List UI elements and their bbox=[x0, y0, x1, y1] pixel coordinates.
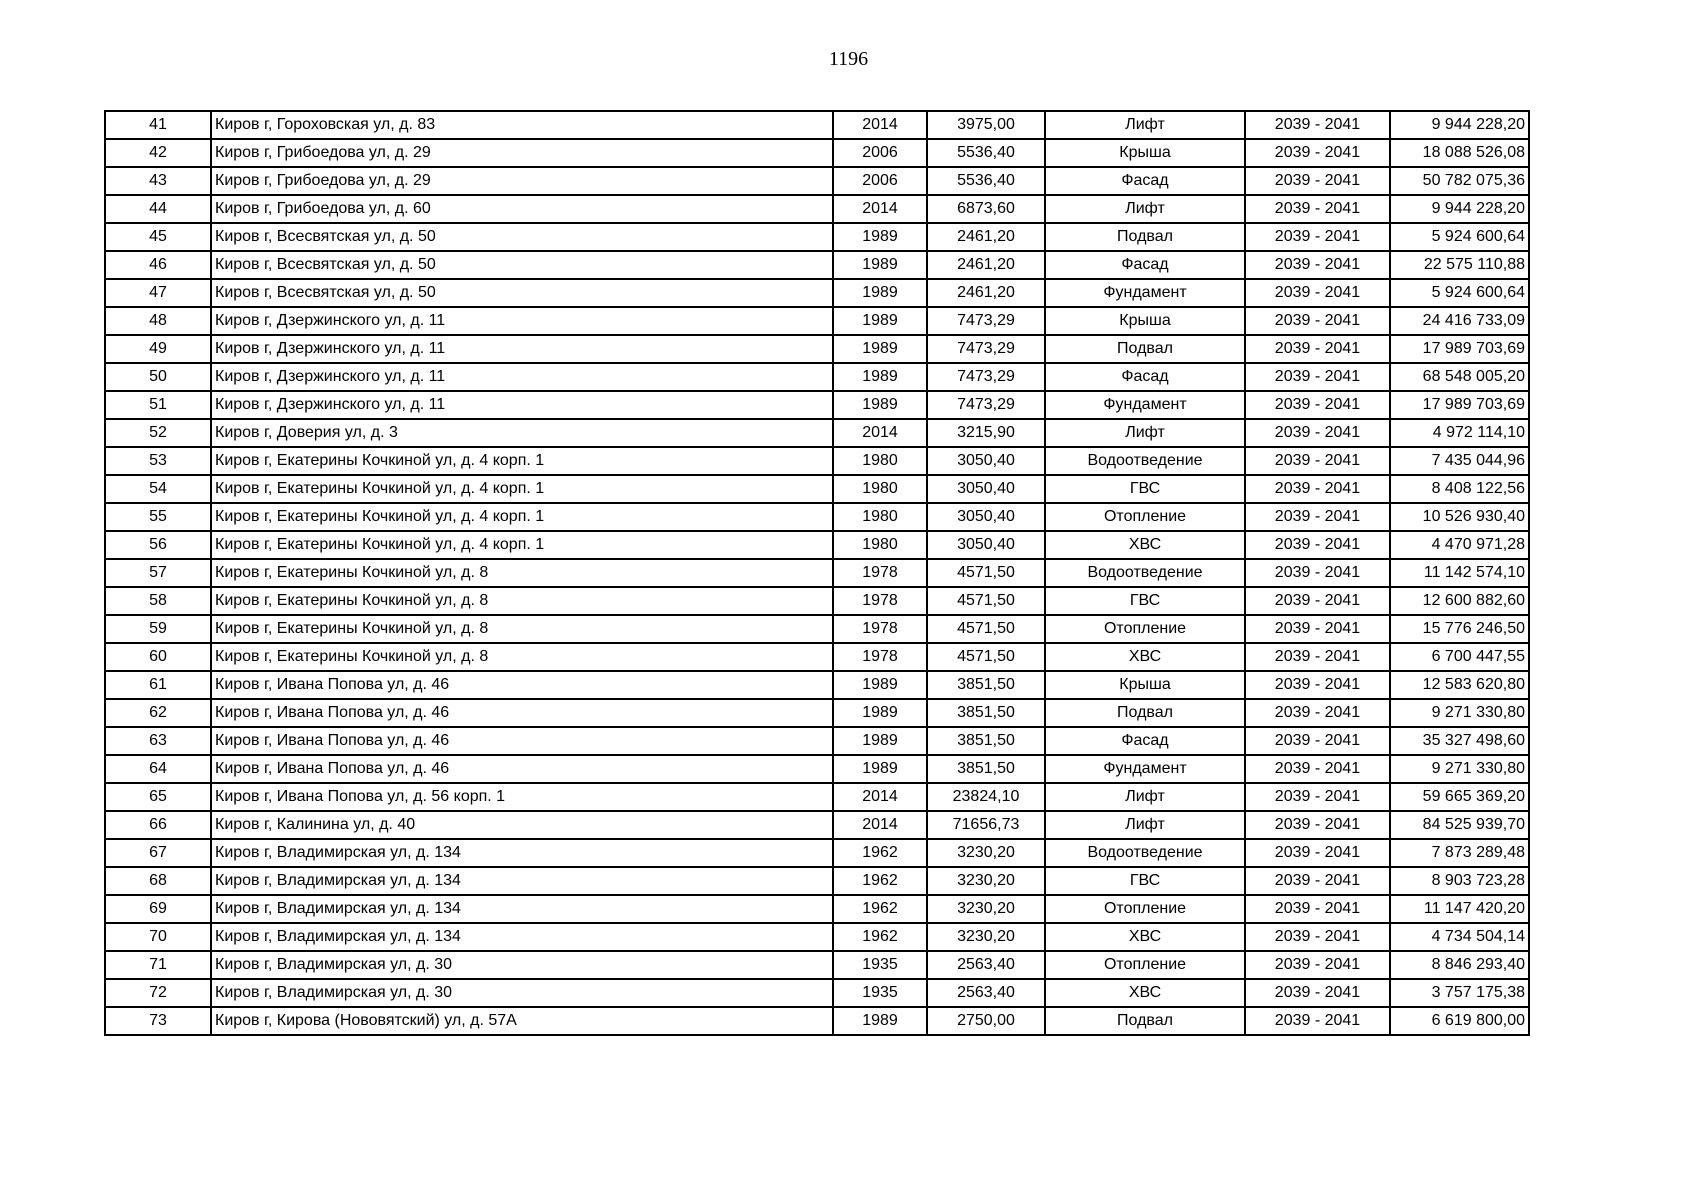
work-type-cell: ГВС bbox=[1045, 587, 1245, 615]
work-type-cell: Фасад bbox=[1045, 251, 1245, 279]
table-row bbox=[105, 447, 1529, 475]
work-type-cell: Водоотведение bbox=[1045, 447, 1245, 475]
area-cell: 2461,20 bbox=[927, 251, 1045, 279]
year-cell: 1962 bbox=[833, 867, 927, 895]
row-number-cell: 59 bbox=[105, 615, 211, 643]
table-body bbox=[105, 111, 1529, 1035]
work-type-cell: Подвал bbox=[1045, 1007, 1245, 1035]
area-cell: 3215,90 bbox=[927, 419, 1045, 447]
address-cell: Киров г, Грибоедова ул, д. 29 bbox=[211, 167, 833, 195]
row-number-cell: 61 bbox=[105, 671, 211, 699]
period-cell: 2039 - 2041 bbox=[1245, 923, 1390, 951]
period-cell: 2039 - 2041 bbox=[1245, 1007, 1390, 1035]
area-cell: 7473,29 bbox=[927, 363, 1045, 391]
cost-cell: 4 734 504,14 bbox=[1390, 923, 1529, 951]
cost-cell: 84 525 939,70 bbox=[1390, 811, 1529, 839]
table-row bbox=[105, 783, 1529, 811]
address-cell: Киров г, Дзержинского ул, д. 11 bbox=[211, 363, 833, 391]
cost-cell: 9 271 330,80 bbox=[1390, 755, 1529, 783]
year-cell: 2014 bbox=[833, 195, 927, 223]
period-cell: 2039 - 2041 bbox=[1245, 867, 1390, 895]
cost-cell: 50 782 075,36 bbox=[1390, 167, 1529, 195]
period-cell: 2039 - 2041 bbox=[1245, 503, 1390, 531]
period-cell: 2039 - 2041 bbox=[1245, 195, 1390, 223]
address-cell: Киров г, Ивана Попова ул, д. 46 bbox=[211, 755, 833, 783]
row-number-cell: 65 bbox=[105, 783, 211, 811]
cost-cell: 9 944 228,20 bbox=[1390, 111, 1529, 139]
area-cell: 3230,20 bbox=[927, 923, 1045, 951]
year-cell: 1989 bbox=[833, 335, 927, 363]
area-cell: 3851,50 bbox=[927, 727, 1045, 755]
address-cell: Киров г, Владимирская ул, д. 30 bbox=[211, 979, 833, 1007]
year-cell: 1989 bbox=[833, 279, 927, 307]
row-number-cell: 51 bbox=[105, 391, 211, 419]
cost-cell: 9 944 228,20 bbox=[1390, 195, 1529, 223]
page-number: 1196 bbox=[828, 48, 869, 70]
cost-cell: 22 575 110,88 bbox=[1390, 251, 1529, 279]
table-row bbox=[105, 307, 1529, 335]
area-cell: 3050,40 bbox=[927, 503, 1045, 531]
table-row bbox=[105, 503, 1529, 531]
area-cell: 3050,40 bbox=[927, 531, 1045, 559]
area-cell: 5536,40 bbox=[927, 167, 1045, 195]
table-row bbox=[105, 643, 1529, 671]
year-cell: 1980 bbox=[833, 531, 927, 559]
row-number-cell: 67 bbox=[105, 839, 211, 867]
row-number-cell: 63 bbox=[105, 727, 211, 755]
area-cell: 3230,20 bbox=[927, 895, 1045, 923]
area-cell: 3851,50 bbox=[927, 699, 1045, 727]
work-type-cell: Лифт bbox=[1045, 111, 1245, 139]
period-cell: 2039 - 2041 bbox=[1245, 391, 1390, 419]
cost-cell: 6 700 447,55 bbox=[1390, 643, 1529, 671]
year-cell: 1989 bbox=[833, 391, 927, 419]
area-cell: 5536,40 bbox=[927, 139, 1045, 167]
cost-cell: 68 548 005,20 bbox=[1390, 363, 1529, 391]
year-cell: 2006 bbox=[833, 167, 927, 195]
table-row bbox=[105, 895, 1529, 923]
table-row bbox=[105, 279, 1529, 307]
row-number-cell: 55 bbox=[105, 503, 211, 531]
cost-cell: 11 147 420,20 bbox=[1390, 895, 1529, 923]
cost-cell: 8 408 122,56 bbox=[1390, 475, 1529, 503]
row-number-cell: 62 bbox=[105, 699, 211, 727]
work-type-cell: ГВС bbox=[1045, 475, 1245, 503]
table-row bbox=[105, 531, 1529, 559]
area-cell: 3851,50 bbox=[927, 755, 1045, 783]
row-number-cell: 42 bbox=[105, 139, 211, 167]
row-number-cell: 66 bbox=[105, 811, 211, 839]
table-row bbox=[105, 475, 1529, 503]
year-cell: 1989 bbox=[833, 1007, 927, 1035]
row-number-cell: 52 bbox=[105, 419, 211, 447]
cost-cell: 3 757 175,38 bbox=[1390, 979, 1529, 1007]
table-row bbox=[105, 727, 1529, 755]
row-number-cell: 41 bbox=[105, 111, 211, 139]
period-cell: 2039 - 2041 bbox=[1245, 699, 1390, 727]
area-cell: 4571,50 bbox=[927, 643, 1045, 671]
year-cell: 1989 bbox=[833, 727, 927, 755]
cost-cell: 8 846 293,40 bbox=[1390, 951, 1529, 979]
repair-register-table bbox=[104, 110, 1530, 1036]
work-type-cell: Фундамент bbox=[1045, 279, 1245, 307]
work-type-cell: Водоотведение bbox=[1045, 839, 1245, 867]
address-cell: Киров г, Калинина ул, д. 40 bbox=[211, 811, 833, 839]
work-type-cell: Отопление bbox=[1045, 951, 1245, 979]
cost-cell: 12 583 620,80 bbox=[1390, 671, 1529, 699]
period-cell: 2039 - 2041 bbox=[1245, 251, 1390, 279]
address-cell: Киров г, Екатерины Кочкиной ул, д. 4 корп. 1 bbox=[211, 531, 833, 559]
address-cell: Киров г, Кирова (Нововятский) ул, д. 57А bbox=[211, 1007, 833, 1035]
row-number-cell: 48 bbox=[105, 307, 211, 335]
year-cell: 1962 bbox=[833, 839, 927, 867]
address-cell: Киров г, Екатерины Кочкиной ул, д. 8 bbox=[211, 587, 833, 615]
table-row bbox=[105, 335, 1529, 363]
period-cell: 2039 - 2041 bbox=[1245, 671, 1390, 699]
row-number-cell: 53 bbox=[105, 447, 211, 475]
cost-cell: 5 924 600,64 bbox=[1390, 279, 1529, 307]
year-cell: 1978 bbox=[833, 615, 927, 643]
work-type-cell: ХВС bbox=[1045, 923, 1245, 951]
cost-cell: 4 972 114,10 bbox=[1390, 419, 1529, 447]
table-row bbox=[105, 811, 1529, 839]
row-number-cell: 58 bbox=[105, 587, 211, 615]
area-cell: 3851,50 bbox=[927, 671, 1045, 699]
work-type-cell: Подвал bbox=[1045, 335, 1245, 363]
row-number-cell: 47 bbox=[105, 279, 211, 307]
row-number-cell: 72 bbox=[105, 979, 211, 1007]
address-cell: Киров г, Всесвятская ул, д. 50 bbox=[211, 251, 833, 279]
table-row bbox=[105, 615, 1529, 643]
address-cell: Киров г, Гороховская ул, д. 83 bbox=[211, 111, 833, 139]
table-row bbox=[105, 167, 1529, 195]
cost-cell: 4 470 971,28 bbox=[1390, 531, 1529, 559]
period-cell: 2039 - 2041 bbox=[1245, 783, 1390, 811]
work-type-cell: Подвал bbox=[1045, 699, 1245, 727]
work-type-cell: Крыша bbox=[1045, 307, 1245, 335]
address-cell: Киров г, Дзержинского ул, д. 11 bbox=[211, 307, 833, 335]
row-number-cell: 60 bbox=[105, 643, 211, 671]
row-number-cell: 71 bbox=[105, 951, 211, 979]
address-cell: Киров г, Владимирская ул, д. 134 bbox=[211, 839, 833, 867]
year-cell: 1978 bbox=[833, 559, 927, 587]
work-type-cell: Лифт bbox=[1045, 811, 1245, 839]
year-cell: 1935 bbox=[833, 951, 927, 979]
area-cell: 2461,20 bbox=[927, 279, 1045, 307]
table-row bbox=[105, 251, 1529, 279]
period-cell: 2039 - 2041 bbox=[1245, 335, 1390, 363]
period-cell: 2039 - 2041 bbox=[1245, 279, 1390, 307]
area-cell: 3050,40 bbox=[927, 447, 1045, 475]
table-row bbox=[105, 671, 1529, 699]
address-cell: Киров г, Всесвятская ул, д. 50 bbox=[211, 223, 833, 251]
period-cell: 2039 - 2041 bbox=[1245, 531, 1390, 559]
table-row bbox=[105, 1007, 1529, 1035]
table-row bbox=[105, 391, 1529, 419]
period-cell: 2039 - 2041 bbox=[1245, 139, 1390, 167]
address-cell: Киров г, Екатерины Кочкиной ул, д. 8 bbox=[211, 643, 833, 671]
row-number-cell: 73 bbox=[105, 1007, 211, 1035]
area-cell: 4571,50 bbox=[927, 587, 1045, 615]
row-number-cell: 43 bbox=[105, 167, 211, 195]
work-type-cell: Отопление bbox=[1045, 503, 1245, 531]
year-cell: 1989 bbox=[833, 251, 927, 279]
year-cell: 1989 bbox=[833, 755, 927, 783]
row-number-cell: 46 bbox=[105, 251, 211, 279]
work-type-cell: Лифт bbox=[1045, 783, 1245, 811]
area-cell: 4571,50 bbox=[927, 559, 1045, 587]
cost-cell: 5 924 600,64 bbox=[1390, 223, 1529, 251]
row-number-cell: 56 bbox=[105, 531, 211, 559]
cost-cell: 35 327 498,60 bbox=[1390, 727, 1529, 755]
address-cell: Киров г, Ивана Попова ул, д. 46 bbox=[211, 699, 833, 727]
address-cell: Киров г, Дзержинского ул, д. 11 bbox=[211, 335, 833, 363]
area-cell: 2563,40 bbox=[927, 951, 1045, 979]
area-cell: 7473,29 bbox=[927, 335, 1045, 363]
table-row bbox=[105, 195, 1529, 223]
work-type-cell: Фасад bbox=[1045, 363, 1245, 391]
table-row bbox=[105, 139, 1529, 167]
cost-cell: 15 776 246,50 bbox=[1390, 615, 1529, 643]
period-cell: 2039 - 2041 bbox=[1245, 419, 1390, 447]
row-number-cell: 44 bbox=[105, 195, 211, 223]
year-cell: 1962 bbox=[833, 895, 927, 923]
cost-cell: 18 088 526,08 bbox=[1390, 139, 1529, 167]
table-row bbox=[105, 363, 1529, 391]
address-cell: Киров г, Грибоедова ул, д. 60 bbox=[211, 195, 833, 223]
area-cell: 7473,29 bbox=[927, 391, 1045, 419]
cost-cell: 11 142 574,10 bbox=[1390, 559, 1529, 587]
area-cell: 3230,20 bbox=[927, 839, 1045, 867]
area-cell: 23824,10 bbox=[927, 783, 1045, 811]
work-type-cell: Подвал bbox=[1045, 223, 1245, 251]
area-cell: 3975,00 bbox=[927, 111, 1045, 139]
address-cell: Киров г, Ивана Попова ул, д. 56 корп. 1 bbox=[211, 783, 833, 811]
year-cell: 1980 bbox=[833, 503, 927, 531]
work-type-cell: Лифт bbox=[1045, 419, 1245, 447]
period-cell: 2039 - 2041 bbox=[1245, 167, 1390, 195]
table-row bbox=[105, 867, 1529, 895]
period-cell: 2039 - 2041 bbox=[1245, 895, 1390, 923]
area-cell: 7473,29 bbox=[927, 307, 1045, 335]
period-cell: 2039 - 2041 bbox=[1245, 307, 1390, 335]
area-cell: 2750,00 bbox=[927, 1007, 1045, 1035]
area-cell: 71656,73 bbox=[927, 811, 1045, 839]
period-cell: 2039 - 2041 bbox=[1245, 839, 1390, 867]
work-type-cell: Отопление bbox=[1045, 615, 1245, 643]
period-cell: 2039 - 2041 bbox=[1245, 475, 1390, 503]
cost-cell: 7 435 044,96 bbox=[1390, 447, 1529, 475]
cost-cell: 6 619 800,00 bbox=[1390, 1007, 1529, 1035]
cost-cell: 10 526 930,40 bbox=[1390, 503, 1529, 531]
address-cell: Киров г, Екатерины Кочкиной ул, д. 4 корп. 1 bbox=[211, 447, 833, 475]
address-cell: Киров г, Екатерины Кочкиной ул, д. 8 bbox=[211, 559, 833, 587]
row-number-cell: 49 bbox=[105, 335, 211, 363]
period-cell: 2039 - 2041 bbox=[1245, 811, 1390, 839]
table-row bbox=[105, 951, 1529, 979]
year-cell: 1978 bbox=[833, 587, 927, 615]
table-row bbox=[105, 923, 1529, 951]
area-cell: 6873,60 bbox=[927, 195, 1045, 223]
work-type-cell: Фасад bbox=[1045, 727, 1245, 755]
row-number-cell: 50 bbox=[105, 363, 211, 391]
area-cell: 4571,50 bbox=[927, 615, 1045, 643]
address-cell: Киров г, Владимирская ул, д. 134 bbox=[211, 895, 833, 923]
cost-cell: 12 600 882,60 bbox=[1390, 587, 1529, 615]
row-number-cell: 69 bbox=[105, 895, 211, 923]
table-row bbox=[105, 223, 1529, 251]
period-cell: 2039 - 2041 bbox=[1245, 727, 1390, 755]
table-row bbox=[105, 559, 1529, 587]
year-cell: 1989 bbox=[833, 363, 927, 391]
cost-cell: 24 416 733,09 bbox=[1390, 307, 1529, 335]
period-cell: 2039 - 2041 bbox=[1245, 755, 1390, 783]
work-type-cell: Лифт bbox=[1045, 195, 1245, 223]
year-cell: 1989 bbox=[833, 307, 927, 335]
cost-cell: 59 665 369,20 bbox=[1390, 783, 1529, 811]
address-cell: Киров г, Ивана Попова ул, д. 46 bbox=[211, 727, 833, 755]
work-type-cell: Крыша bbox=[1045, 671, 1245, 699]
table-row bbox=[105, 755, 1529, 783]
work-type-cell: Фундамент bbox=[1045, 391, 1245, 419]
address-cell: Киров г, Екатерины Кочкиной ул, д. 8 bbox=[211, 615, 833, 643]
row-number-cell: 64 bbox=[105, 755, 211, 783]
period-cell: 2039 - 2041 bbox=[1245, 587, 1390, 615]
area-cell: 2461,20 bbox=[927, 223, 1045, 251]
table-row bbox=[105, 699, 1529, 727]
table-row bbox=[105, 587, 1529, 615]
year-cell: 2014 bbox=[833, 111, 927, 139]
work-type-cell: Крыша bbox=[1045, 139, 1245, 167]
row-number-cell: 54 bbox=[105, 475, 211, 503]
period-cell: 2039 - 2041 bbox=[1245, 615, 1390, 643]
area-cell: 2563,40 bbox=[927, 979, 1045, 1007]
period-cell: 2039 - 2041 bbox=[1245, 223, 1390, 251]
table-row bbox=[105, 419, 1529, 447]
table-row bbox=[105, 839, 1529, 867]
table-row bbox=[105, 979, 1529, 1007]
work-type-cell: Отопление bbox=[1045, 895, 1245, 923]
year-cell: 1989 bbox=[833, 671, 927, 699]
work-type-cell: ХВС bbox=[1045, 531, 1245, 559]
period-cell: 2039 - 2041 bbox=[1245, 979, 1390, 1007]
period-cell: 2039 - 2041 bbox=[1245, 111, 1390, 139]
area-cell: 3230,20 bbox=[927, 867, 1045, 895]
address-cell: Киров г, Владимирская ул, д. 134 bbox=[211, 923, 833, 951]
year-cell: 1980 bbox=[833, 475, 927, 503]
period-cell: 2039 - 2041 bbox=[1245, 447, 1390, 475]
year-cell: 2014 bbox=[833, 783, 927, 811]
row-number-cell: 57 bbox=[105, 559, 211, 587]
row-number-cell: 68 bbox=[105, 867, 211, 895]
work-type-cell: Фундамент bbox=[1045, 755, 1245, 783]
cost-cell: 9 271 330,80 bbox=[1390, 699, 1529, 727]
address-cell: Киров г, Доверия ул, д. 3 bbox=[211, 419, 833, 447]
cost-cell: 7 873 289,48 bbox=[1390, 839, 1529, 867]
table-row bbox=[105, 111, 1529, 139]
address-cell: Киров г, Всесвятская ул, д. 50 bbox=[211, 279, 833, 307]
period-cell: 2039 - 2041 bbox=[1245, 559, 1390, 587]
work-type-cell: ГВС bbox=[1045, 867, 1245, 895]
cost-cell: 17 989 703,69 bbox=[1390, 335, 1529, 363]
address-cell: Киров г, Екатерины Кочкиной ул, д. 4 корп. 1 bbox=[211, 503, 833, 531]
year-cell: 1989 bbox=[833, 223, 927, 251]
year-cell: 1980 bbox=[833, 447, 927, 475]
cost-cell: 8 903 723,28 bbox=[1390, 867, 1529, 895]
address-cell: Киров г, Грибоедова ул, д. 29 bbox=[211, 139, 833, 167]
work-type-cell: Фасад bbox=[1045, 167, 1245, 195]
year-cell: 1935 bbox=[833, 979, 927, 1007]
address-cell: Киров г, Владимирская ул, д. 30 bbox=[211, 951, 833, 979]
period-cell: 2039 - 2041 bbox=[1245, 951, 1390, 979]
year-cell: 1962 bbox=[833, 923, 927, 951]
period-cell: 2039 - 2041 bbox=[1245, 363, 1390, 391]
address-cell: Киров г, Екатерины Кочкиной ул, д. 4 корп. 1 bbox=[211, 475, 833, 503]
row-number-cell: 45 bbox=[105, 223, 211, 251]
row-number-cell: 70 bbox=[105, 923, 211, 951]
year-cell: 1978 bbox=[833, 643, 927, 671]
work-type-cell: Водоотведение bbox=[1045, 559, 1245, 587]
address-cell: Киров г, Владимирская ул, д. 134 bbox=[211, 867, 833, 895]
address-cell: Киров г, Дзержинского ул, д. 11 bbox=[211, 391, 833, 419]
work-type-cell: ХВС bbox=[1045, 979, 1245, 1007]
year-cell: 1989 bbox=[833, 699, 927, 727]
period-cell: 2039 - 2041 bbox=[1245, 643, 1390, 671]
work-type-cell: ХВС bbox=[1045, 643, 1245, 671]
year-cell: 2014 bbox=[833, 811, 927, 839]
year-cell: 2006 bbox=[833, 139, 927, 167]
area-cell: 3050,40 bbox=[927, 475, 1045, 503]
address-cell: Киров г, Ивана Попова ул, д. 46 bbox=[211, 671, 833, 699]
cost-cell: 17 989 703,69 bbox=[1390, 391, 1529, 419]
year-cell: 2014 bbox=[833, 419, 927, 447]
